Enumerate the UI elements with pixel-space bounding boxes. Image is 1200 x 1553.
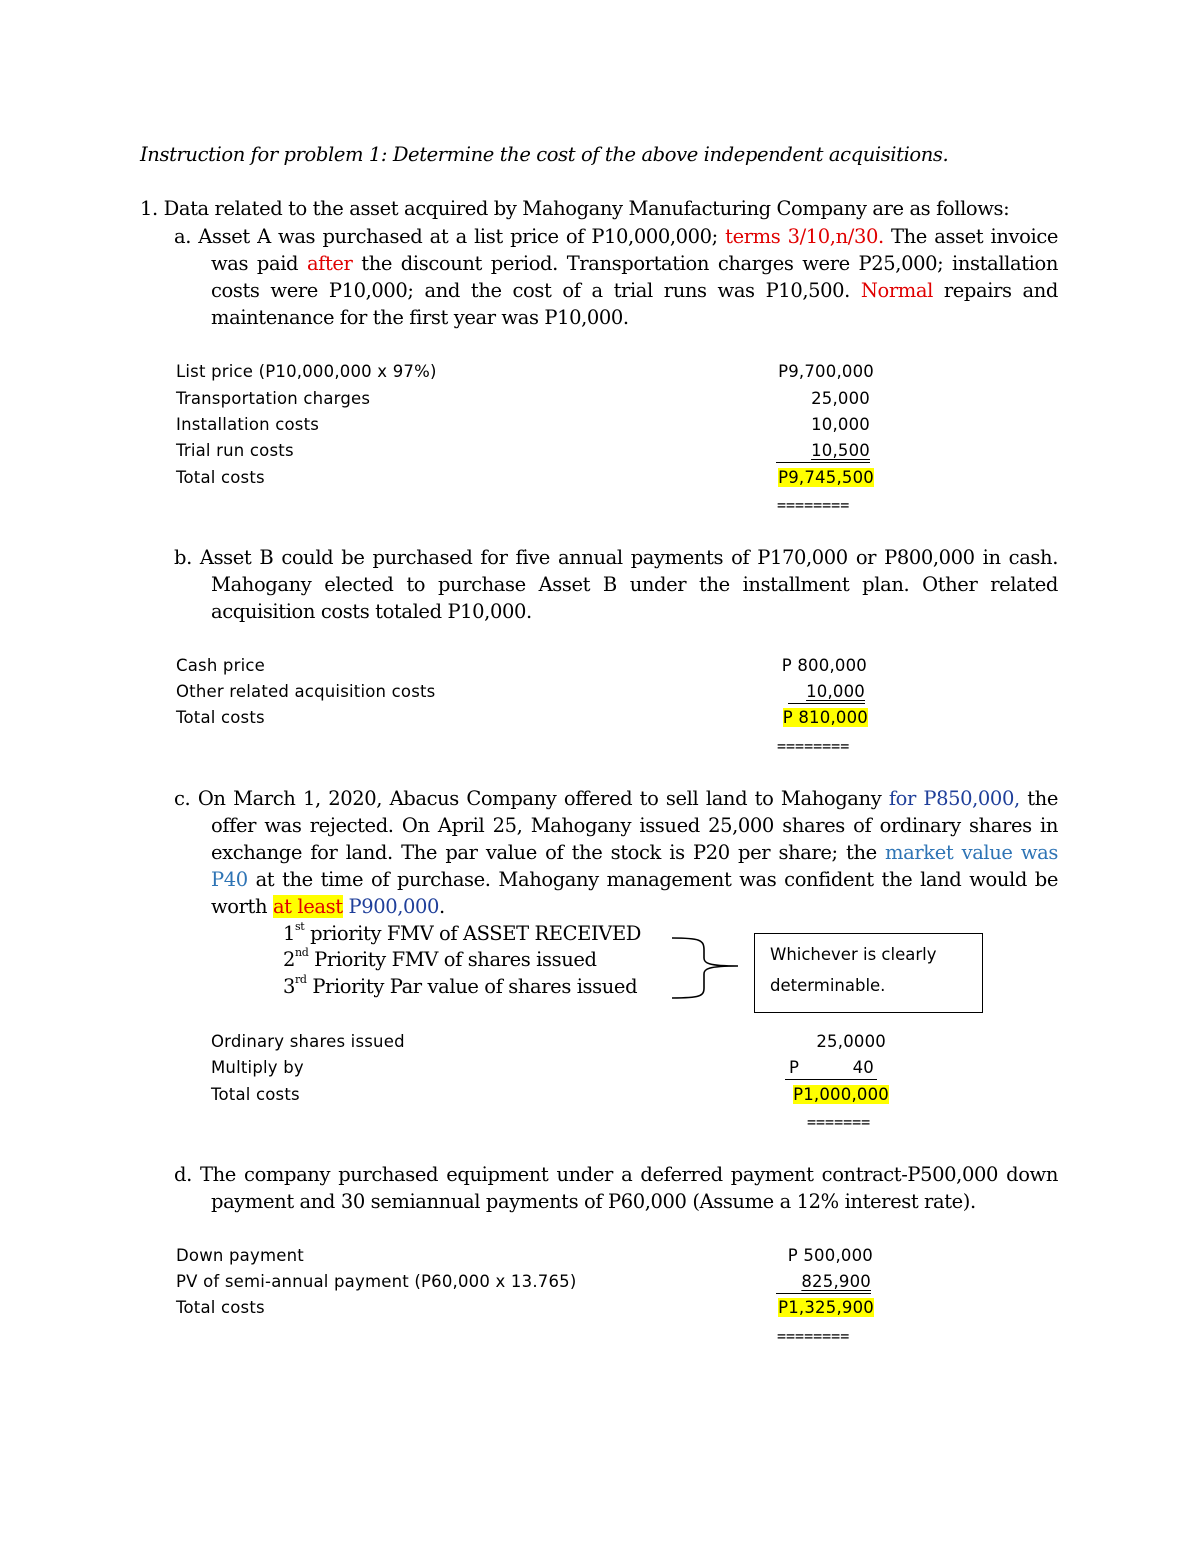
part-c-text-5: . [439, 895, 445, 918]
part-b-row-label: Cash price [176, 656, 265, 675]
part-a-row-label: Trial run costs [176, 441, 294, 460]
part-c-text-1: c. On March 1, 2020, Abacus Company offered to sell land to Mahogany [174, 787, 889, 810]
priority-item [283, 922, 641, 945]
part-c-total-label: Total costs [211, 1085, 300, 1104]
part-d-row-value: 825,900 [801, 1272, 871, 1291]
underline-rule [785, 1079, 877, 1080]
curly-brace-icon [660, 930, 750, 1002]
part-c-text [174, 785, 1058, 920]
note-box-line-1: Whichever is clearly [770, 945, 937, 964]
part-d-total-label: Total costs [176, 1298, 265, 1317]
part-c-offer-price: for P850,000, [888, 787, 1020, 810]
part-c-land-worth: P900,000 [342, 895, 440, 918]
part-c-row-label: Multiply by [211, 1058, 304, 1077]
part-a-normal: Normal [860, 279, 933, 302]
note-box-line-2: determinable. [770, 976, 886, 995]
part-b-total-value [783, 708, 868, 727]
part-d-total-value [778, 1298, 874, 1317]
part-a-row-label: Transportation charges [176, 389, 371, 408]
part-d-row-value: P 500,000 [787, 1246, 873, 1265]
part-d-paragraph: d. The company purchased equipment under a deferred payment contract-P500,000 down payment and 30 semiannual payments of P60,000 (Assume a 12% interest rate). [174, 1163, 1058, 1213]
double-line: ======== [777, 737, 850, 755]
part-d-text [174, 1161, 1058, 1215]
priority-text: Priority Par value of shares issued [306, 975, 638, 998]
part-b-row-value: P 800,000 [781, 656, 867, 675]
underline-rule [788, 703, 865, 704]
part-a-text-1: a. Asset A was purchased at a list price of P10,000,000; [174, 225, 726, 248]
priority-item [283, 975, 637, 998]
part-a-row-label: Installation costs [176, 415, 320, 434]
part-a-row-value: 10,000 [811, 415, 870, 434]
part-a-row-value: 10,500 [811, 441, 870, 460]
part-b-text [174, 544, 1058, 625]
total-highlight: P1,325,900 [778, 1298, 874, 1317]
part-a-row-value: P9,700,000 [778, 362, 874, 381]
part-d-row-label: Down payment [176, 1246, 304, 1265]
underline-rule [776, 462, 870, 463]
part-b-row-value: 10,000 [806, 682, 865, 701]
part-a-total-value [778, 468, 874, 487]
part-a-text-4: repairs and maintenance for the first year was P10,000. [211, 279, 1059, 329]
double-line: ======= [807, 1113, 871, 1131]
priority-text: priority FMV of ASSET RECEIVED [304, 922, 642, 945]
part-b-paragraph: b. Asset B could be purchased for five annual payments of P170,000 or P800,000 in cash. Mahogany elected to purchase Asset B under the installment plan. Other related acquisition costs totaled P10,000. [174, 546, 1058, 623]
part-c-at-least: at least [272, 895, 343, 918]
double-line: ======== [777, 1327, 850, 1345]
problem-intro: 1. Data related to the asset acquired by Mahogany Manufacturing Company are as follows: [140, 197, 1010, 220]
part-c-row-label: Ordinary shares issued [211, 1032, 405, 1051]
underline-rule [776, 1293, 871, 1294]
part-a-after: after [306, 252, 353, 275]
part-b-total-label: Total costs [176, 708, 265, 727]
priority-suffix: nd [295, 946, 309, 959]
priority-number: 1 [283, 922, 296, 945]
total-highlight: P1,000,000 [793, 1085, 889, 1104]
priority-number: 2 [283, 948, 296, 971]
part-a-row-label: List price (P10,000,000 x 97%) [176, 362, 437, 381]
part-a-text-3: the discount period. Transportation charges were P25,000; installation costs were P10,000; and the cost of a trial runs was P10,500. [211, 252, 1058, 302]
priority-suffix: st [295, 920, 305, 933]
total-highlight: P 810,000 [782, 708, 868, 727]
part-a-total-label: Total costs [176, 468, 265, 487]
priority-item [283, 948, 597, 971]
part-c-text-3: at the time of purchase. Mahogany management was confident the land would be worth [211, 868, 1058, 918]
part-b-row-label: Other related acquisition costs [176, 682, 436, 701]
part-c-text-2: the offer was rejected. On April 25, Mahogany issued 25,000 shares of ordinary shares in exchange for land. The par value of the stock is P20 per share; the [211, 787, 1058, 864]
part-d-row-label: PV of semi-annual payment (P60,000 x 13.765) [176, 1272, 577, 1291]
part-a-text [174, 223, 1058, 331]
priority-number: 3 [283, 975, 296, 998]
priority-suffix: rd [295, 973, 307, 986]
part-c-row-value: 25,0000 [816, 1032, 886, 1051]
part-c-row-currency: P [789, 1058, 800, 1077]
part-a-row-value: 25,000 [811, 389, 870, 408]
part-c-row-value: 40 [852, 1058, 874, 1077]
part-a-terms: terms 3/10,n/30. [725, 225, 884, 248]
total-highlight: P9,745,500 [778, 468, 874, 487]
part-a-text-2: The asset invoice was paid [211, 225, 1058, 275]
part-c-total-value [793, 1085, 889, 1104]
double-line: ======== [777, 496, 850, 514]
instruction-heading: Instruction for problem 1: Determine the cost of the above independent acquisitions. [140, 143, 949, 166]
priority-text: Priority FMV of shares issued [308, 948, 597, 971]
part-c-market-value: market value was P40 [211, 841, 1058, 891]
